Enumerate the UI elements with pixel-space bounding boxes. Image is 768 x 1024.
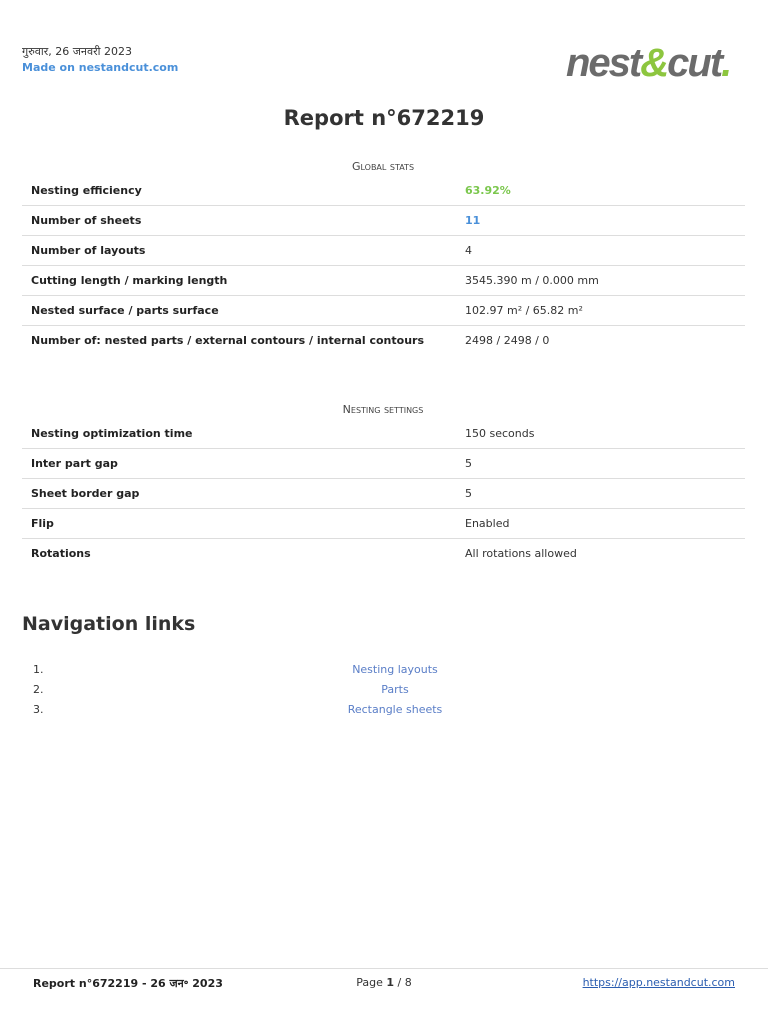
stat-value: 4 — [456, 236, 745, 266]
table-row — [22, 509, 745, 539]
table-row — [22, 176, 745, 206]
stat-value: 3545.390 m / 0.000 mm — [456, 266, 745, 296]
list-item — [22, 663, 744, 681]
global-stats-table — [22, 176, 745, 355]
table-row — [22, 479, 745, 509]
page-prefix: Page — [356, 976, 387, 989]
table-row — [22, 206, 745, 236]
table-row — [22, 449, 745, 479]
list-number: 2. — [33, 683, 44, 696]
stat-value: 102.97 m² / 65.82 m² — [456, 296, 745, 326]
page-title: Report n°672219 — [283, 106, 485, 130]
report-date: गुरुवार, 26 जनवरी 2023 — [22, 45, 132, 58]
list-item — [22, 703, 744, 721]
setting-value: 5 — [456, 479, 745, 509]
table-row — [22, 326, 745, 356]
nesting-settings-caption: Nesting settings — [342, 403, 424, 416]
made-on-link[interactable]: Made on nestandcut.com — [22, 61, 179, 74]
stat-label: Nesting efficiency — [31, 184, 142, 197]
rectangle-sheets-link[interactable]: Rectangle sheets — [347, 703, 443, 716]
setting-value: 150 seconds — [465, 427, 535, 440]
navigation-heading: Navigation links — [22, 613, 196, 635]
setting-label: Sheet border gap — [22, 479, 456, 509]
logo-dot: . — [721, 41, 731, 84]
nesting-settings-table — [22, 419, 745, 568]
list-number: 3. — [33, 703, 44, 716]
nesting-layouts-link[interactable]: Nesting layouts — [352, 663, 438, 676]
table-row — [22, 236, 745, 266]
stat-label: Number of: nested parts / external contours / internal contours — [22, 326, 456, 356]
page-current: 1 — [386, 976, 395, 989]
table-row — [22, 539, 745, 569]
setting-value: All rotations allowed — [456, 539, 745, 569]
setting-value: Enabled — [456, 509, 745, 539]
app-url-link[interactable]: https://app.nestandcut.com — [582, 976, 735, 989]
setting-label: Flip — [22, 509, 456, 539]
stat-label: Cutting length / marking length — [22, 266, 456, 296]
list-item — [22, 683, 744, 701]
logo-ampersand: & — [640, 41, 668, 84]
table-row — [22, 419, 745, 449]
stat-label: Number of layouts — [22, 236, 456, 266]
stat-value: 2498 / 2498 / 0 — [456, 326, 745, 356]
setting-label: Nesting optimization time — [31, 427, 193, 440]
parts-link[interactable]: Parts — [381, 683, 409, 696]
logo-text-nest: nest — [566, 41, 641, 84]
page-total: / 8 — [394, 976, 412, 989]
nesting-efficiency-value: 63.92% — [465, 184, 511, 197]
table-row — [22, 266, 745, 296]
global-stats-caption: Global stats — [351, 160, 415, 173]
logo-text-cut: cut — [667, 41, 722, 84]
list-number: 1. — [33, 663, 44, 676]
footer-divider — [0, 968, 768, 969]
svg-text:nest&cut. — [566, 41, 730, 84]
footer-report-info: Report n°672219 - 26 जन॰ 2023 — [33, 977, 223, 990]
number-of-sheets-value: 11 — [456, 206, 745, 236]
stat-label: Number of sheets — [22, 206, 456, 236]
table-row — [22, 296, 745, 326]
setting-value: 5 — [456, 449, 745, 479]
nestandcut-logo — [566, 40, 750, 84]
setting-label: Inter part gap — [22, 449, 456, 479]
setting-label: Rotations — [22, 539, 456, 569]
stat-label: Nested surface / parts surface — [22, 296, 456, 326]
